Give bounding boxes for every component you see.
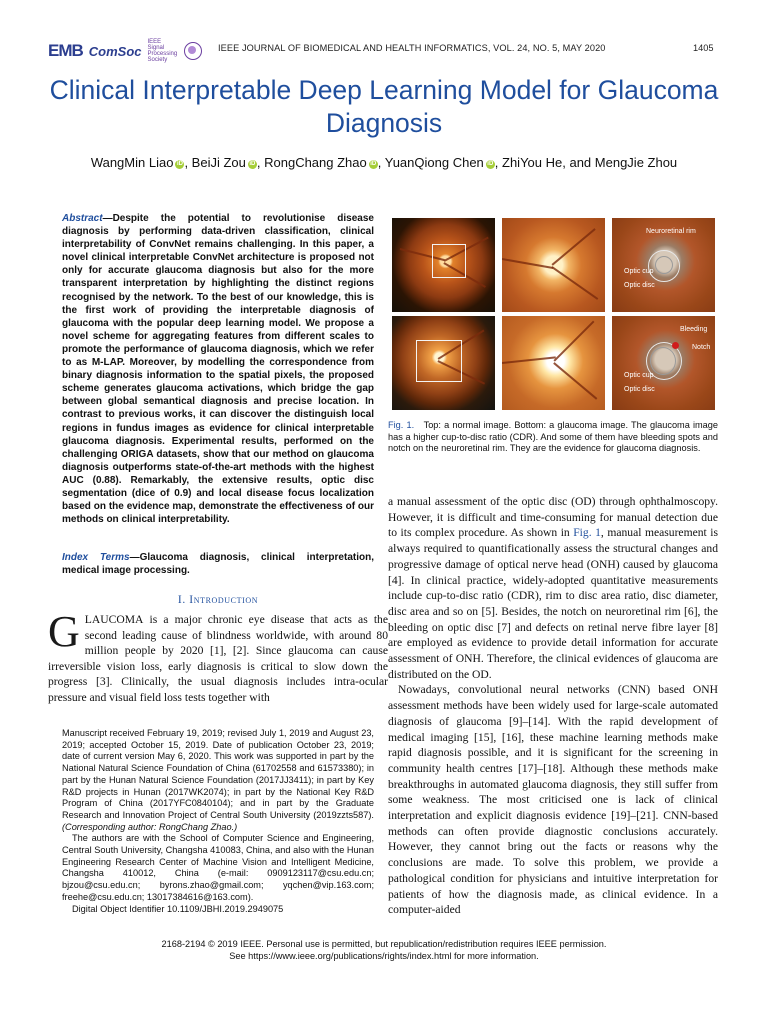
glaucoma-optic-disc-zoom [502, 316, 605, 410]
orcid-icon[interactable]: iD [249, 161, 256, 167]
index-terms-text: —Glaucoma diagnosis, clinical interpretation, medical image processing. [62, 552, 374, 577]
figure-caption [388, 420, 718, 455]
publisher-logos [48, 38, 202, 64]
author-3: RongChang Zhao [264, 155, 367, 170]
author-4: YuanQiong Chen [384, 155, 484, 170]
glaucoma-segmentation [612, 316, 715, 410]
paragraph-2: Nowadays, convolutional neural networks (CNN) based ONH assessment methods have been widely used for large-scale automated diagnosis of glaucoma [9]–[14]. With the rapid development of medical imaging [15], [16], these machine learning methods make rapid diagnosis possible, and it is significant for the screening in community health centres [17]–[18]. Although these methods make breakthroughs in automated glaucoma diagnosis, they still suffer from some weakness. The most criticised one is lack of clinical interpretation and explicit diagnosis evidence [19]–[21]. CNN-based methods can often provide diagnostic conclusions accurately. However, they cannot bring out the facts or reasons why the conclusions are made. To solve this problem, we provide a pathological condition for physicians and intuitive interpretation for patients of how the diagnosis made, as clinical evidence. In a computer-aided [388, 683, 718, 917]
caption-text: Top: a normal image. Bottom: a glaucoma image. The glaucoma image has a higher cup-to-disc ratio (CDR). And some of them have bleeding spots and notch on the neuroretinal rim. They are the evidence for glaucoma diagnosis. [388, 420, 718, 454]
normal-segmentation [612, 218, 715, 312]
normal-fundus-image [392, 218, 495, 312]
label-optic-cup: Optic cup [624, 268, 654, 275]
index-terms-lead: Index Terms [62, 552, 130, 563]
comsoc-logo: ComSoc [88, 43, 142, 59]
label-optic-cup: Optic cup [624, 372, 654, 379]
zoom-box [432, 244, 466, 278]
abstract-lead: Abstract [62, 213, 103, 224]
author-5: ZhiYou He [502, 155, 563, 170]
orcid-icon[interactable]: iD [176, 161, 183, 167]
section-number: I. [177, 594, 186, 606]
label-neuroretinal-rim: Neuroretinal rim [646, 228, 696, 235]
running-head: IEEE JOURNAL OF BIOMEDICAL AND HEALTH INFORMATICS, VOL. 24, NO. 5, MAY 2020 [218, 43, 606, 53]
right-column-text [388, 494, 718, 918]
copyright-notice [40, 939, 728, 962]
section-heading [48, 594, 388, 606]
introduction-text [48, 607, 388, 706]
index-terms [62, 551, 374, 577]
section-title: Introduction [189, 594, 259, 606]
zoom-box [416, 340, 462, 382]
footnote-doi: Digital Object Identifier 10.1109/JBHI.2019.2949075 [72, 903, 284, 914]
label-notch: Notch [692, 344, 711, 351]
signal-processing-logo: IEEE Signal Processing Society [147, 39, 178, 63]
drop-cap: G [48, 607, 80, 656]
orcid-icon[interactable]: iD [370, 161, 377, 167]
author-6: MengJie Zhou [594, 155, 678, 170]
paper-title: Clinical Interpretable Deep Learning Model for Glaucoma Diagnosis [49, 75, 719, 138]
intro-body: is a major chronic eye disease that acts as the second leading cause of blindness worldwide, with around 80 million people by 2020 [1], [2]. Since glaucoma can cause irreversible vision loss, early diagnosis is critical to slow down the progress [3]. Clinically, the usual diagnosis includes intra-ocular pressure and visual field loss tests together with [48, 613, 388, 704]
page-number: 1405 [693, 43, 714, 53]
copyright-line-2: See https://www.ieee.org/publications/rights/index.html for more information. [229, 950, 539, 961]
label-bleeding: Bleeding [680, 326, 708, 333]
author-2: BeiJi Zou [191, 155, 246, 170]
author-list: WangMin Liao iD , BeiJi Zou iD , RongChang Zhao iD , YuanQiong Chen iD , ZhiYou He, and MengJie Zhou [90, 155, 678, 170]
abstract [62, 212, 374, 526]
label-optic-disc: Optic disc [624, 386, 655, 393]
label-optic-disc: Optic disc [624, 282, 655, 289]
figure-reference-link[interactable]: Fig. 1 [573, 526, 601, 540]
orcid-icon[interactable]: iD [487, 161, 494, 167]
figure-label[interactable]: Fig. 1. [388, 420, 415, 430]
glaucoma-fundus-image [392, 316, 495, 410]
signal-processing-icon [184, 42, 202, 60]
author-1: WangMin Liao [90, 155, 174, 170]
footnote-funding: Manuscript received February 19, 2019; revised July 1, 2019 and August 23, 2019; accepted October 15, 2019. Date of publication October 23, 2019; date of current version May 6, 2020. This work was supported in part by the National Natural Science Foundation of China (61702558 and 61573380); in part by the Hunan Natural Science Foundation (2017JJ3411); in part by Key R&D projects in Hunan (2017WK2074); in part by the National Key R&D Program of China (2017YFC0840104); and in part by the Graduate Research and Innovation Project of Central South University (2019zzts587). (Corresponding author: RongChang Zhao.) [62, 728, 374, 832]
emb-logo: EMB [48, 41, 83, 60]
normal-optic-disc-zoom [502, 218, 605, 312]
intro-first-word: LAUCOMA [84, 613, 144, 626]
paragraph-1: a manual assessment of the optic disc (OD) through ophthalmoscopy. However, it is difficult and time-consuming for manual detection due to its complex procedure. As shown in Fig. 1, manual measurement is always required to quantificationally assess the structural changes and progressive damage of optical nerve head (ONH) caused by glaucoma [4]. In clinical practice, widely-adopted quantitative measurements include cup-to-disc ratio (CDR), rim to disc area ratio, disc diameter, disc area and so on [5]. Besides, the notch on neuroretinal rim [6], the bleeding on optic disc [7] and defects on retinal nerve fibre layer [8] are employed as evidence to provide detail information for accurate assessment of ONH. Therefore, the clinical evidences of glaucoma are distributed on the OD. [388, 495, 718, 681]
abstract-text: —Despite the potential to revolutionise disease diagnosis by performing data-driven classification, clinical interpretability of ConvNet remains challenging. In this paper, a novel clinical interpretable ConvNet architecture is proposed not only for accurate glaucoma diagnosis but also for the more transparent interpretation by highlighting the distinct regions recognised by the network. To the best of our knowledge, this is the first work of providing the interpretable diagnosis of glaucoma with the popular deep learning model. We propose a novel scheme for aggregating features from different scales to promote the performance of glaucoma diagnosis, which we refer to as M-LAP. Moreover, by modelling the correspondence from binary diagnosis information to the spatial pixels, the proposed scheme generates glaucoma activations, which bridge the gap between global semantical diagnosis and precise location. In contrast to previous works, it can discover the distinguish local regions in fundus images as evidence for clinical interpretable glaucoma diagnosis. Experimental results, performed on the challenging ORIGA datasets, show that our method on glaucoma diagnosis outperforms state-of-the-art methods with the highest AUC (0.88). Remarkably, the extensive results, optic disc segmentation (dice of 0.9) and local disease focus localization based on the evidence map, demonstrate the effectiveness of our methods on clinical interpretability. [62, 213, 374, 526]
copyright-line-1: 2168-2194 © 2019 IEEE. Personal use is permitted, but republication/redistribution requires IEEE permission. [161, 939, 607, 949]
footnote-affiliation: The authors are with the School of Computer Science and Engineering, Central South University, Changsha 410083, China, and also with the Hunan Engineering Research Center of Machine Vision and Intelligent Medicine, Changsha 410012, China (e-mail: 0909123117@csu.edu.cn; bjzou@csu.edu.cn; byrons.zhao@gmail.com; yqchen@vip.163.com; freehe@csu.edu.cn; 13017384616@163.com). [62, 833, 374, 902]
footnote [62, 728, 374, 915]
figure-1 [388, 214, 718, 412]
corresponding-author: (Corresponding author: RongChang Zhao.) [62, 821, 238, 832]
bleeding-spot [672, 342, 679, 349]
